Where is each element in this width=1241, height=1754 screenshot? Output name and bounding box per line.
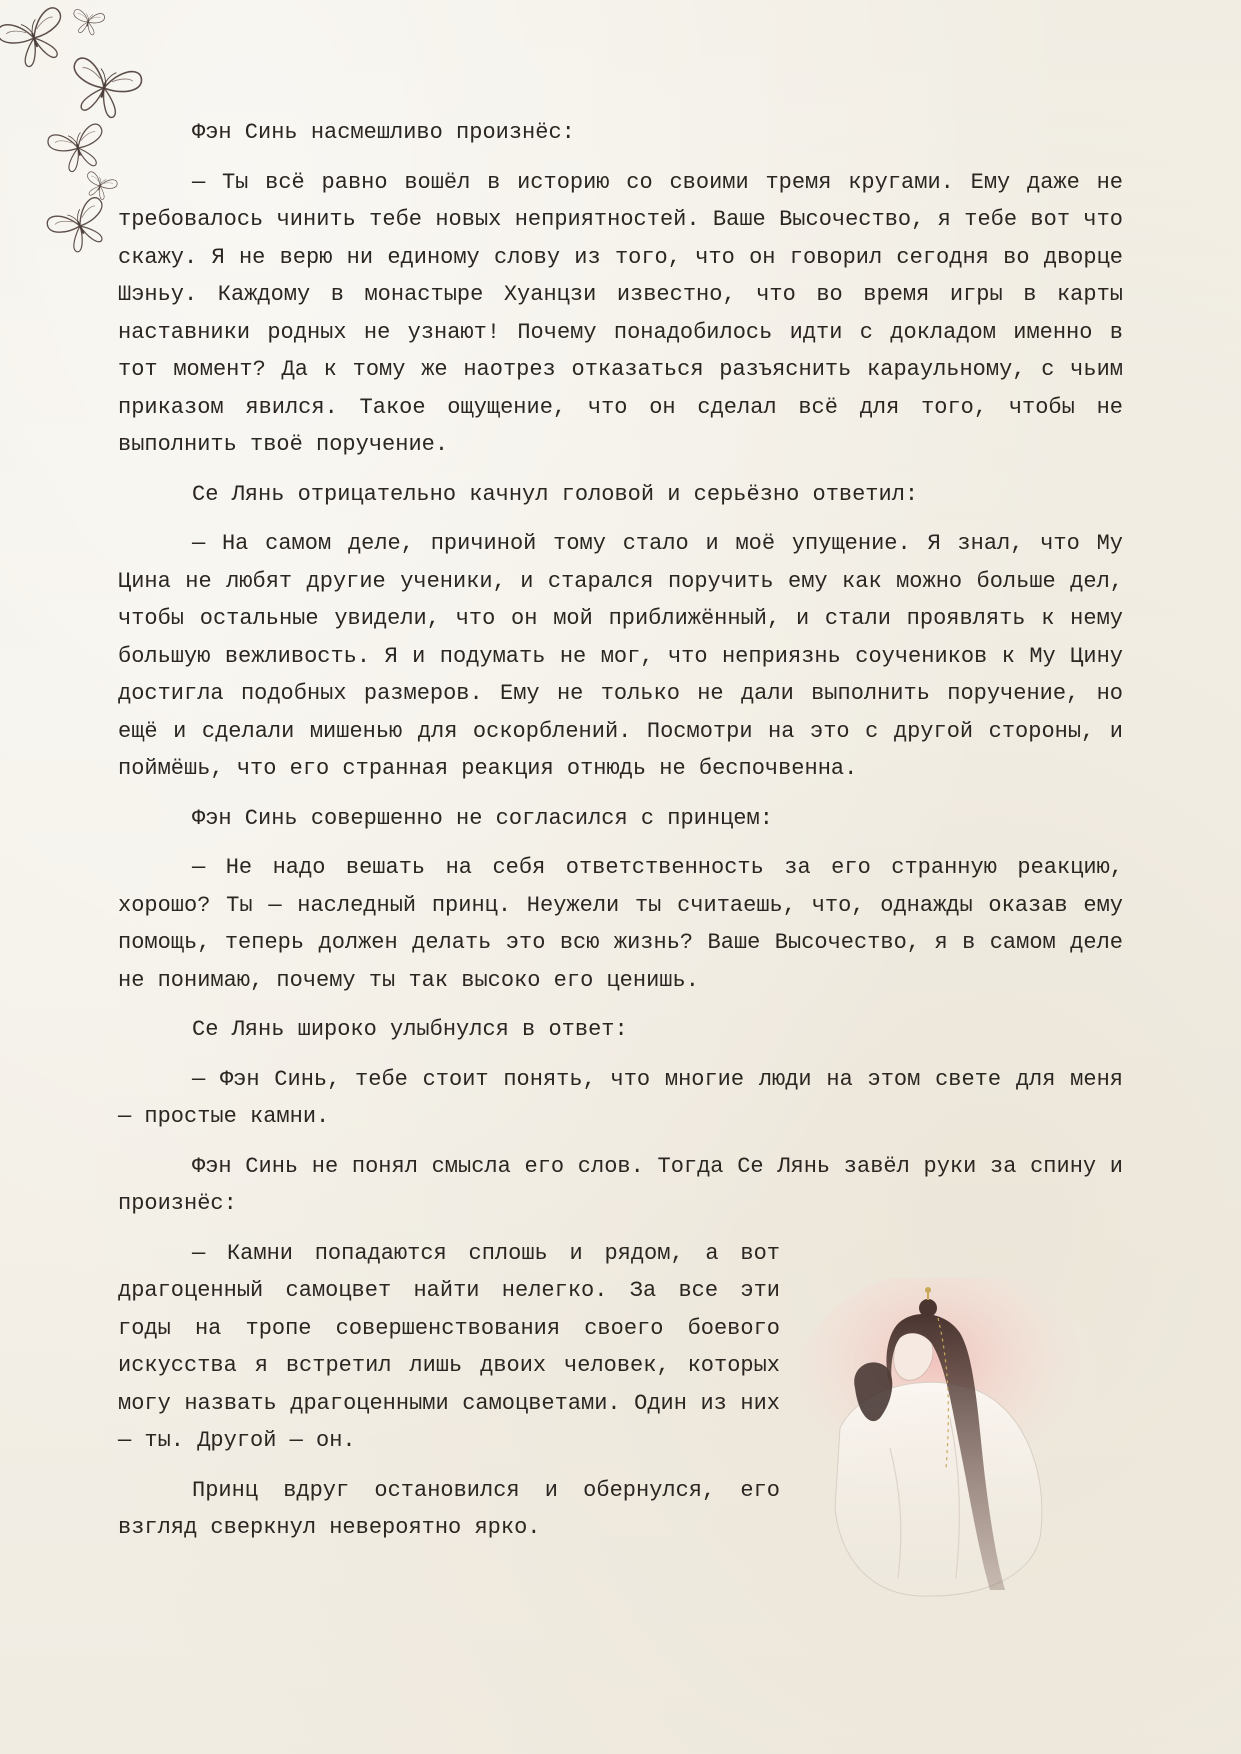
paragraph: — На самом деле, причиной тому стало и моё упущение. Я знал, что Му Цина не любят другие ученики, и старался поручить ему как можно больше дел, чтобы остальные увидели, что он мой приближённый, и стали проявлять к нему большую вежливость. Я и подумать не мог, что неприязнь соучеников к Му Цину достигла подобных размеров. Ему не только не дали выполнить поручение, но ещё и сделали мишенью для оскорблений. Посмотри на это с другой стороны, и поймёшь, что его странная реакция отнюдь не беспочвенна.: [118, 531, 1123, 781]
paragraph: Фэн Синь совершенно не согласился с принцем:: [192, 805, 773, 831]
paragraph: — Не надо вешать на себя ответственность за его странную реакцию, хорошо? Ты — наследный принц. Неужели ты считаешь, что, однажды оказав ему помощь, теперь должен делать это всю жизнь? Ваше Высочество, я в самом деле не понимаю, почему ты так высоко его ценишь.: [118, 855, 1123, 993]
paragraph: — Фэн Синь, тебе стоит понять, что многие люди на этом свете для меня — простые камни.: [118, 1066, 1123, 1129]
paragraph: Се Лянь широко улыбнулся в ответ:: [192, 1017, 628, 1042]
paragraph: — Камни попадаются сплошь и рядом, а вот драгоценный самоцвет найти нелегко. За все эти годы на тропе совершенствования своего боевого искусства я встретил лишь двоих человек, которых могу назвать драгоценными самоцветами. Один из них — ты. Другой — он.: [118, 1240, 780, 1453]
paragraph: — Ты всё равно вошёл в историю со своими тремя кругами. Ему даже не требовалось чинить тебе новых неприятностей. Ваше Высочество, я тебе вот что скажу. Я не верю ни единому слову из того, что он говорил сегодня во дворце Шэньу. Каждому в монастыре Хуанцзи известно, что во время игры в карты наставники родных не узнают! Почему понадобилось идти с докладом именно в тот момент? Да к тому же наотрез отказаться разъяснить караульному, с чьим приказом явился. Такое ощущение, что он сделал всё для того, чтобы не выполнить твоё поручение.: [118, 169, 1123, 457]
paragraph: Фэн Синь насмешливо произнёс:: [192, 120, 575, 145]
figures-illustration: [800, 1278, 1140, 1608]
paragraph: Принц вдруг остановился и обернулся, его взгляд сверкнул невероятно ярко.: [118, 1477, 780, 1540]
paragraph: Се Лянь отрицательно качнул головой и серьёзно ответил:: [192, 481, 919, 507]
paragraph: Фэн Синь не понял смысла его слов. Тогда Се Лянь завёл руки за спину и произнёс:: [118, 1153, 1123, 1216]
